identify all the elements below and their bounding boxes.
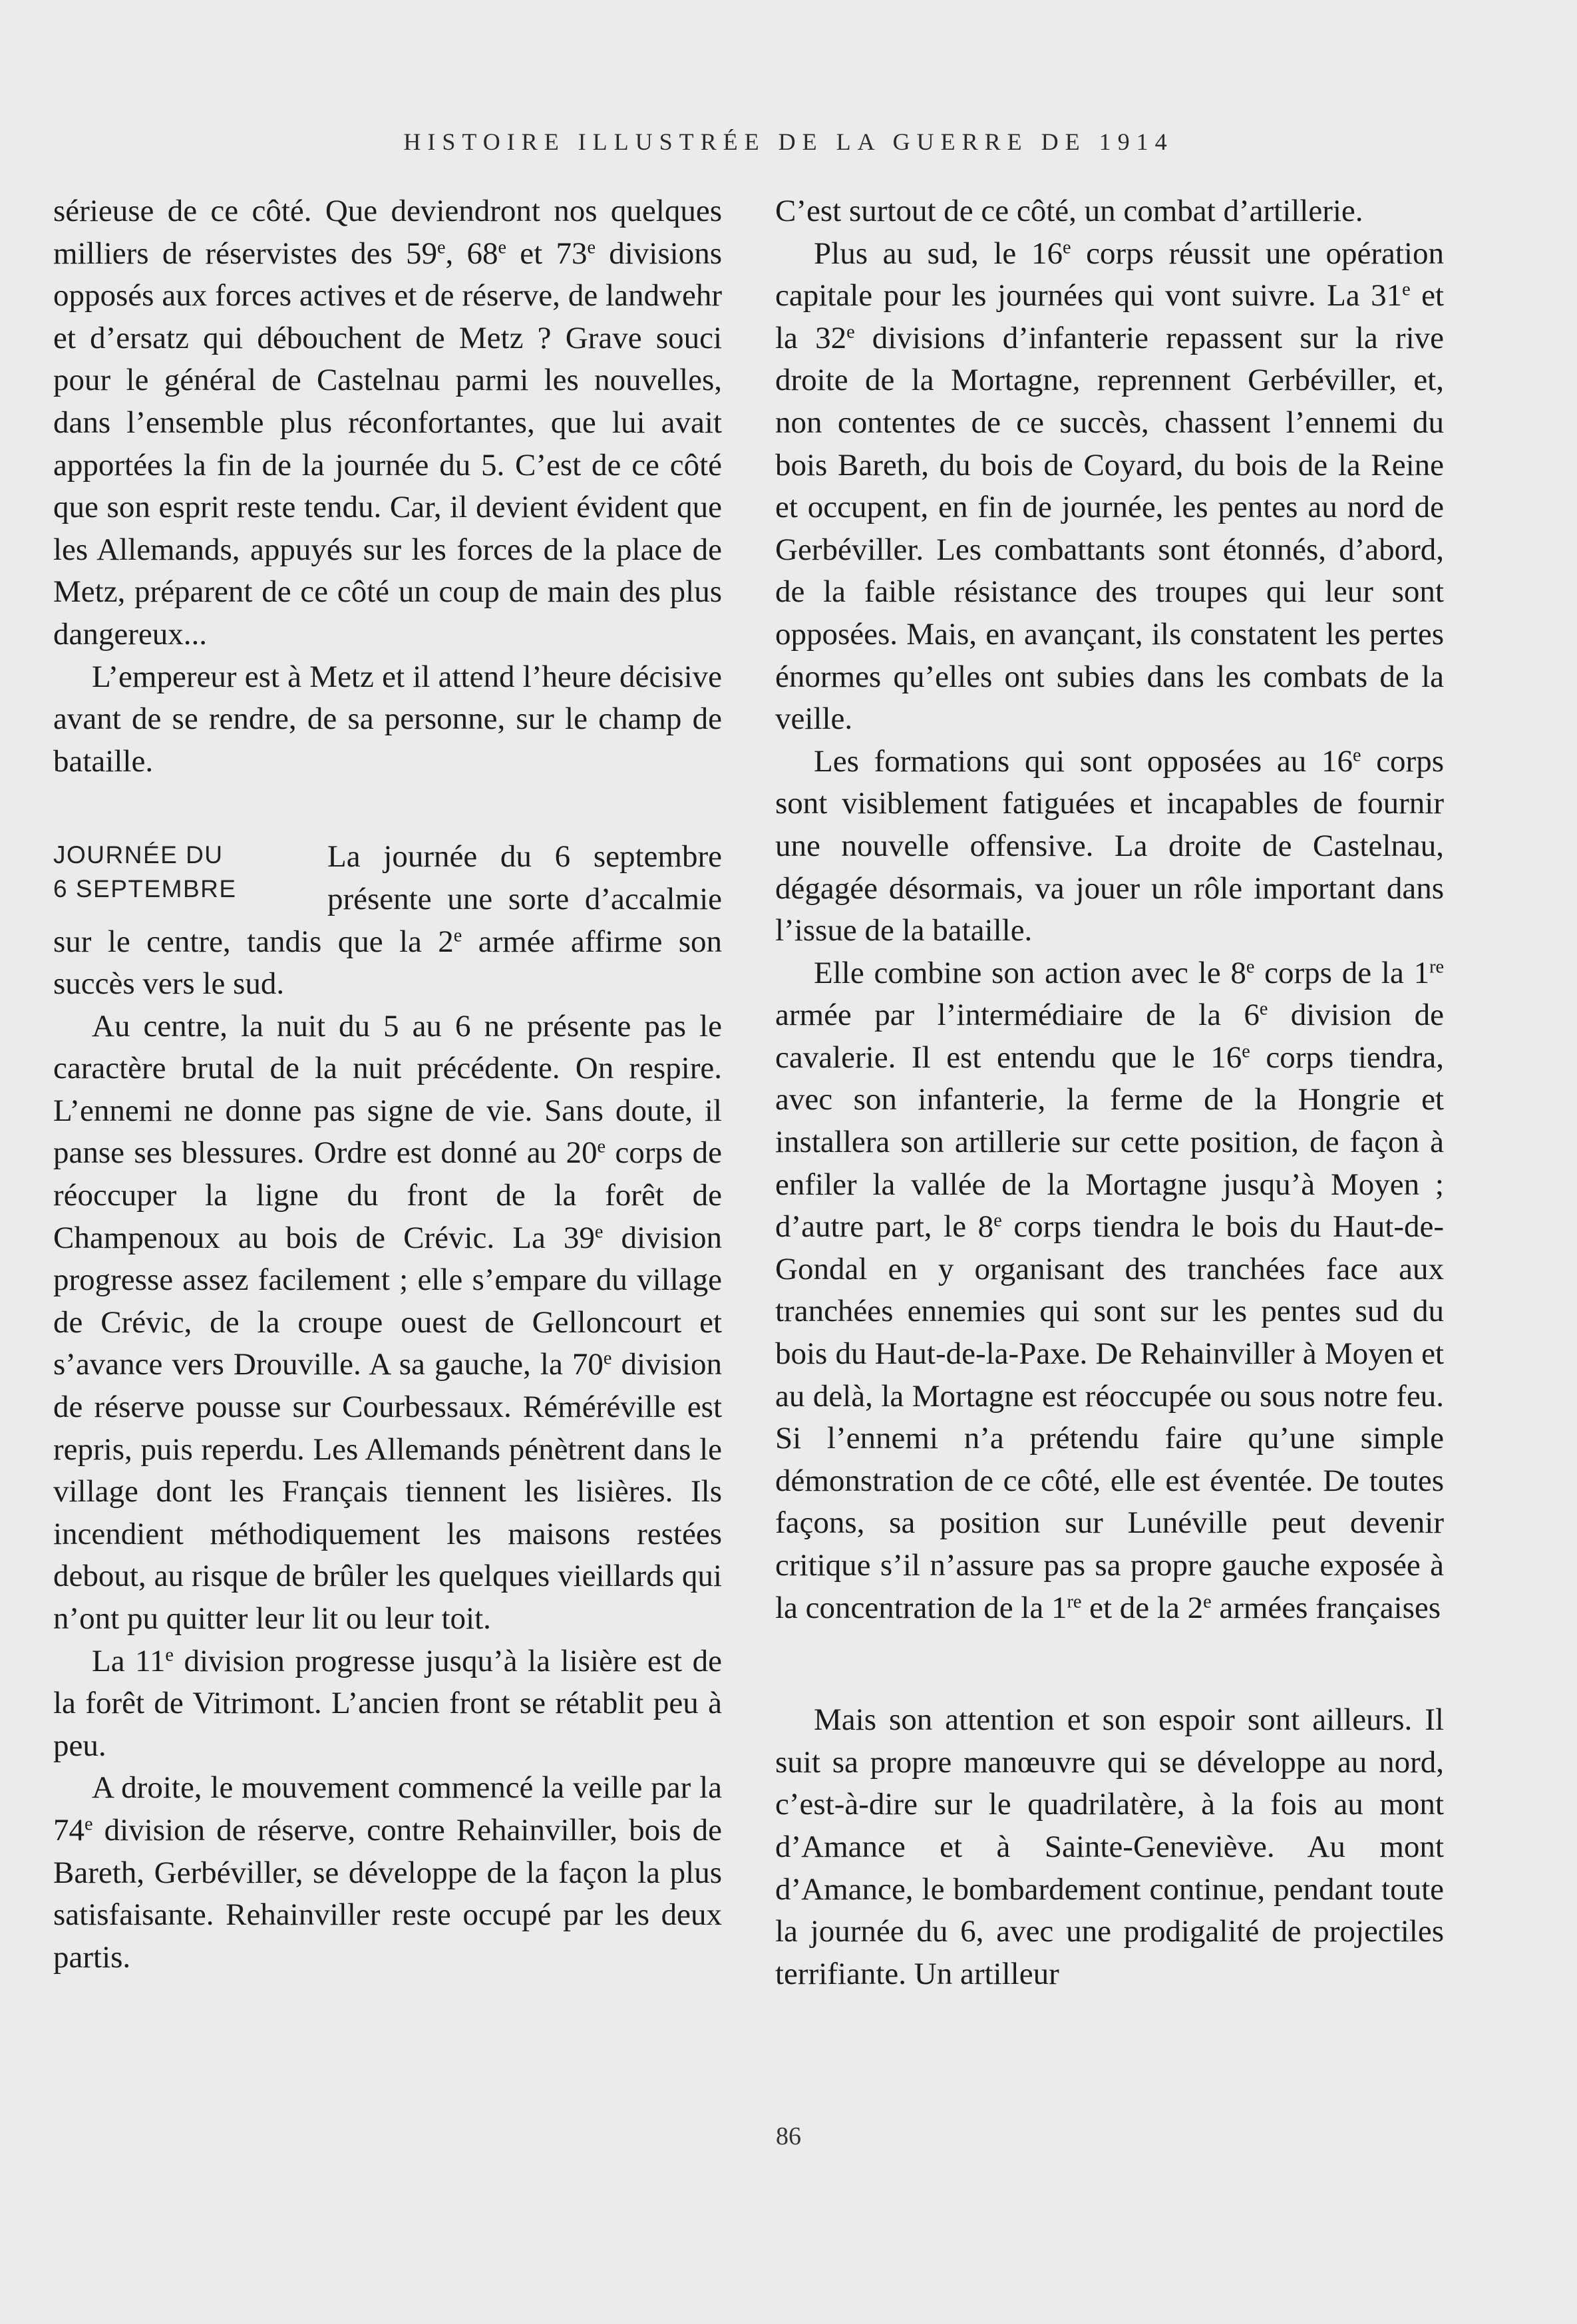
left-column [53, 190, 722, 1979]
paragraph: Mais son attention et son espoir sont ailleurs. Il suit sa propre manœuvre qui se développe au nord, c’est-à-dire sur le quadrilatère, à la fois au mont d’Amance et à Sainte-Geneviève. Au mont d’Amance, le bombardement continue, pendant toute la journée du 6, avec une prodigalité de projectiles terrifiante. Un artilleur [775, 1702, 1444, 1991]
paragraph: Plus au sud, le 16e corps réussit une opération capitale pour les journées qui vont suivre. La 31e et la 32e divisions d’infanterie repassent sur la rive droite de la Mortagne, reprennent Gerbéviller, et, non contentes de ce succès, chassent l’ennemi du bois Bareth, du bois de Coyard, du bois de la Reine et occupent, en fin de journée, les pentes au nord de Gerbéviller. Les combattants sont étonnés, d’abord, de la faible résistance des troupes qui leur sont opposées. Mais, en avançant, ils constatent les pertes énormes qu’elles ont subies dans les combats de la veille. [775, 236, 1444, 737]
paragraph: Elle combine son action avec le 8e corps de la 1re armée par l’intermédiaire de la 6e division de cavalerie. Il est entendu que le 16e corps tiendra, avec son infanterie, la ferme de la Hongrie et installera son artillerie sur cette position, de façon à enfiler la vallée de la Mortagne jusqu’à Moyen ; d’autre part, le 8e corps tiendra le bois du Haut-de-Gondal en y organisant des tranchées face aux tranchées ennemies qui sont sur les pentes sud du bois du Haut-de-la-Paxe. De Rehainviller à Moyen et au delà, la Mortagne est réoccupée ou sous notre feu. Si l’ennemi n’a prétendu faire qu’une simple démonstration de ce côté, elle est éventée. De toutes façons, sa position sur Lunéville peut devenir critique s’il n’assure pas sa propre gauche exposée à la concentration de la 1re et de la 2e armées françaises [775, 955, 1444, 1625]
running-header: HISTOIRE ILLUSTRÉE DE LA GUERRE DE 1914 [403, 128, 1174, 155]
paragraph: Les formations qui sont opposées au 16e corps sont visiblement fatiguées et incapables de fournir une nouvelle offensive. La droite de Castelnau, dégagée désormais, va jouer un rôle important dans l’issue de la bataille. [775, 743, 1445, 948]
paragraph: Au centre, la nuit du 5 au 6 ne présente pas le caractère brutal de la nuit précédente. On respire. L’ennemi ne donne pas signe de vie. Sans doute, il panse ses blessures. Ordre est donné au 20e corps de réoccuper la ligne du front de la forêt de Champenoux au bois de Crévic. La 39e division progresse assez facilement ; elle s’empare du village de Crévic, de la croupe ouest de Gelloncourt et s’avance vers Drouville. A sa gauche, la 70e division de réserve pousse sur Courbessaux. Réméréville est repris, puis reperdu. Les Allemands pénètrent dans le village dont les Français tiennent les lisières. Ils incendient méthodiquement les maisons restées debout, au risque de brûler les quelques vieillards qui n’ont pu quitter leur lit ou leur toit. [53, 1008, 723, 1636]
paragraph-spacer [775, 1629, 1444, 1699]
section-title [53, 838, 319, 906]
right-column [775, 190, 1444, 1995]
paragraph: La 11e division progresse jusqu’à la lisière est de la forêt de Vitrimont. L’ancien front se rétablit peu à peu. [53, 1643, 722, 1763]
section-spacer [53, 783, 722, 836]
paragraph: L’empereur est à Metz et il attend l’heure décisive avant de se rendre, de sa personne, sur le champ de bataille. [53, 659, 722, 779]
paragraph: C’est surtout de ce côté, un combat d’artillerie. [775, 194, 1363, 228]
page-number: 86 [776, 2122, 801, 2150]
paragraph: sérieuse de ce côté. Que deviendront nos quelques milliers de réservistes des 59e, 68e et 73e divisions opposés aux forces actives et de réserve, de landwehr et d’ersatz qui débouchent de Metz ? Grave souci pour le général de Castelnau parmi les nouvelles, dans l’ensemble plus réconfortantes, que lui avait apportées la fin de la journée du 5. C’est de ce côté que son esprit reste tendu. Car, il devient évident que les Allemands, appuyés sur les forces de la place de Metz, préparent de ce côté un coup de main des plus dangereux... [53, 194, 723, 652]
section-title-line: JOURNÉE DU [53, 841, 224, 869]
paragraph: A droite, le mouvement commencé la veille par la 74e division de réserve, contre Rehainviller, bois de Bareth, Gerbéviller, se développe de la façon la plus satisfaisante. Rehainviller reste occupé par les deux partis. [53, 1770, 722, 1975]
paragraph: La journée du 6 septembre présente une sorte d’accalmie sur le centre, tandis que la 2e armée affirme son succès vers le sud. [53, 839, 723, 1002]
section-title-line: 6 SEPTEMBRE [53, 875, 237, 903]
